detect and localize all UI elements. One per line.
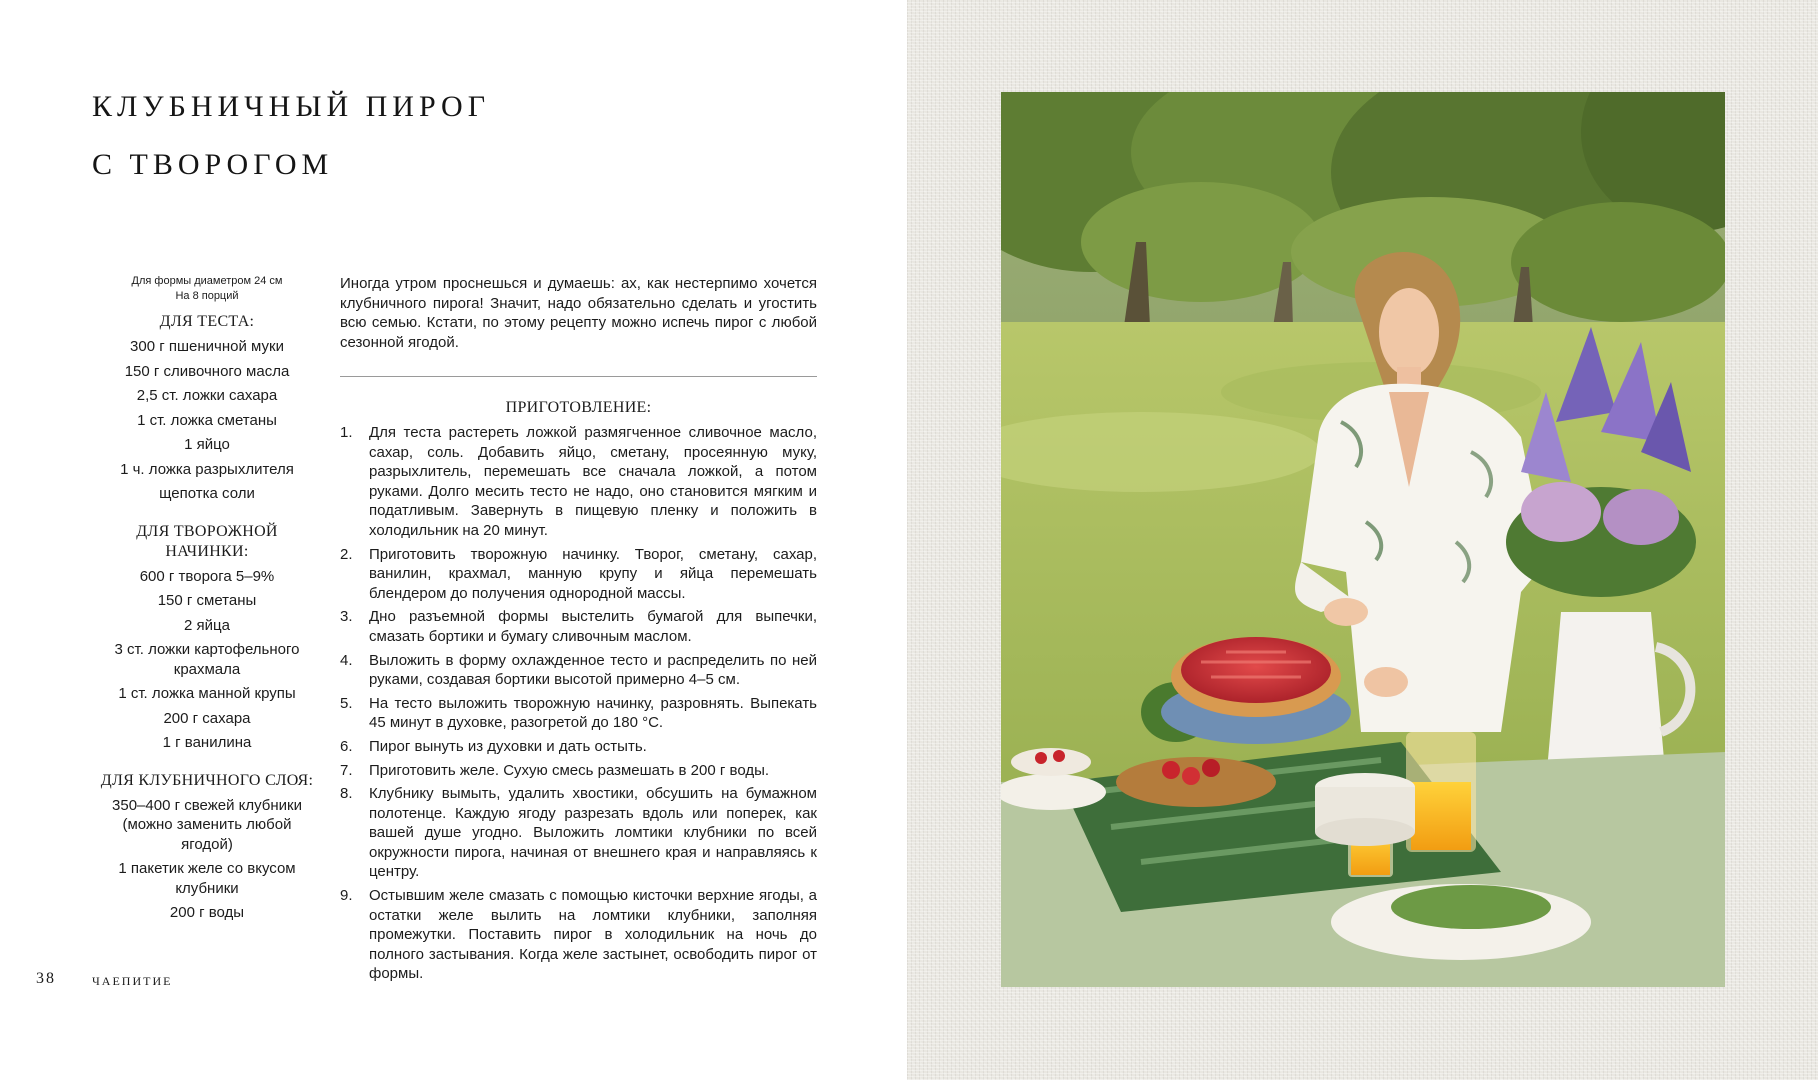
ingredient-item: щепотка соли (159, 485, 255, 502)
step-number: 5. (340, 694, 353, 712)
step-text: Остывшим желе смазать с помощью кисточки верхние ягоды, а остатки желе вылить на ломтики клубники, заполняя промежутки. Поставить пирог в холодильник на ночь до полного застывания. Когда желе застынет, освободить пирог от формы. (369, 887, 817, 983)
recipe-photo (1001, 92, 1725, 987)
preparation-step (340, 694, 817, 733)
step-text: Выложить в форму охлажденное тесто и распределить по ней руками, создавая бортики высотой примерно 4–5 см. (369, 651, 817, 689)
ingredient-item: 350–400 г свежей клубники (можно заменить любой ягодой) (112, 796, 302, 853)
ingredient-item: 200 г сахара (163, 709, 251, 727)
section-divider (340, 376, 817, 377)
servings-count: На 8 порций (175, 290, 239, 302)
step-text: Пирог вынуть из духовки и дать остыть. (369, 737, 647, 755)
recipe-title (92, 78, 612, 194)
preparation-step (340, 545, 817, 604)
step-number: 2. (340, 545, 353, 563)
step-text: Приготовить желе. Сухую смесь размешать в 200 г воды. (369, 761, 770, 779)
step-number: 3. (340, 608, 353, 626)
ingredient-item: 2,5 ст. ложки сахара (136, 387, 278, 404)
step-text: Клубнику вымыть, удалить хвостики, обсушить на бумажном полотенце. Каждую ягоду разрезать вдоль или поперек, как вашей душе угодно. Выложить ломтики клубники по всей окружности пирога, начиная от внешнего края и направляясь к центру. (369, 785, 817, 881)
step-text: Приготовить творожную начинку. Творог, сметану, сахар, ванилин, крахмал, манную крупу и яйца перемешать блендером до получения однородной массы. (369, 545, 817, 602)
step-number: 9. (340, 887, 353, 905)
ingredient-item: 200 г воды (169, 904, 245, 921)
recipe-title-line-2: С ТВОРОГОМ (92, 148, 334, 181)
ingredient-group-title-dough: ДЛЯ ТЕСТА: (159, 313, 255, 330)
preparation-step (340, 607, 817, 646)
ingredient-item: 1 яйцо (184, 436, 230, 453)
step-number: 6. (340, 737, 353, 755)
preparation-step (340, 423, 817, 541)
step-number: 4. (340, 651, 353, 669)
ingredient-item: 150 г сливочного масла (124, 362, 290, 380)
servings-meta (100, 274, 314, 304)
left-page (0, 0, 907, 1080)
ingredient-item: 150 г сметаны (157, 592, 257, 609)
ingredient-group-title-strawberry: ДЛЯ КЛУБНИЧНОГО СЛОЯ: (100, 771, 314, 789)
ingredients-column (100, 274, 314, 926)
step-text: На тесто выложить творожную начинку, разровнять. Выпекать 45 минут в духовке, разогретой до 180 °С. (369, 694, 817, 732)
ingredient-item: 300 г пшеничной муки (130, 338, 284, 355)
ingredient-item: 1 пакетик желе со вкусом клубники (118, 860, 296, 897)
preparation-step (340, 784, 817, 882)
preparation-step (340, 886, 817, 984)
recipe-intro: Иногда утром проснешься и думаешь: ах, как нестерпимо хочется клубничного пирога! Значит, надо обязательно сделать и угостить всю семью. Кстати, по этому рецепту можно испечь пирог с любой сезонной ягодой. (340, 275, 817, 351)
recipe-title-line-1: КЛУБНИЧНЫЙ ПИРОГ (92, 90, 491, 123)
ingredient-group-title-filling: ДЛЯ ТВОРОЖНОЙ НАЧИНКИ: (136, 522, 278, 560)
preparation-title: ПРИГОТОВЛЕНИЕ: (505, 399, 652, 416)
ingredient-item: 1 ч. ложка разрыхлителя (120, 460, 294, 478)
step-text: Дно разъемной формы выстелить бумагой для выпечки, смазать бортики и бумагу сливочным маслом. (369, 608, 817, 645)
ingredient-item: 1 ст. ложка сметаны (137, 411, 277, 429)
ingredient-item: 1 ст. ложка манной крупы (118, 685, 296, 702)
preparation-step (340, 737, 817, 757)
preparation-steps (340, 423, 817, 988)
section-name: ЧАЕПИТИЕ (92, 974, 173, 988)
step-number: 8. (340, 785, 353, 803)
ingredient-item: 600 г творога 5–9% (139, 567, 275, 585)
ingredient-item: 2 яйца (184, 616, 230, 634)
ingredient-item: 1 г ванилина (162, 734, 252, 751)
step-number: 7. (340, 761, 353, 779)
pan-size: Для формы диаметром 24 см (131, 275, 283, 287)
step-text: Для теста растереть ложкой размягченное сливочное масло, сахар, соль. Добавить яйцо, сметану, просеянную муку, разрыхлитель, перемешать все сначала ложкой, а потом руками. Долго месить тесто не надо, оно становится мягким и податливым. Завернуть в пищевую пленку и положить в холодильник на 20 минут. (369, 424, 817, 539)
page-number: 38 (36, 970, 56, 987)
garden-table-illustration (1001, 92, 1725, 987)
preparation-step (340, 761, 817, 781)
ingredient-item: 3 ст. ложки картофельного крахмала (114, 641, 300, 678)
step-number: 1. (340, 424, 353, 441)
preparation-step (340, 651, 817, 690)
